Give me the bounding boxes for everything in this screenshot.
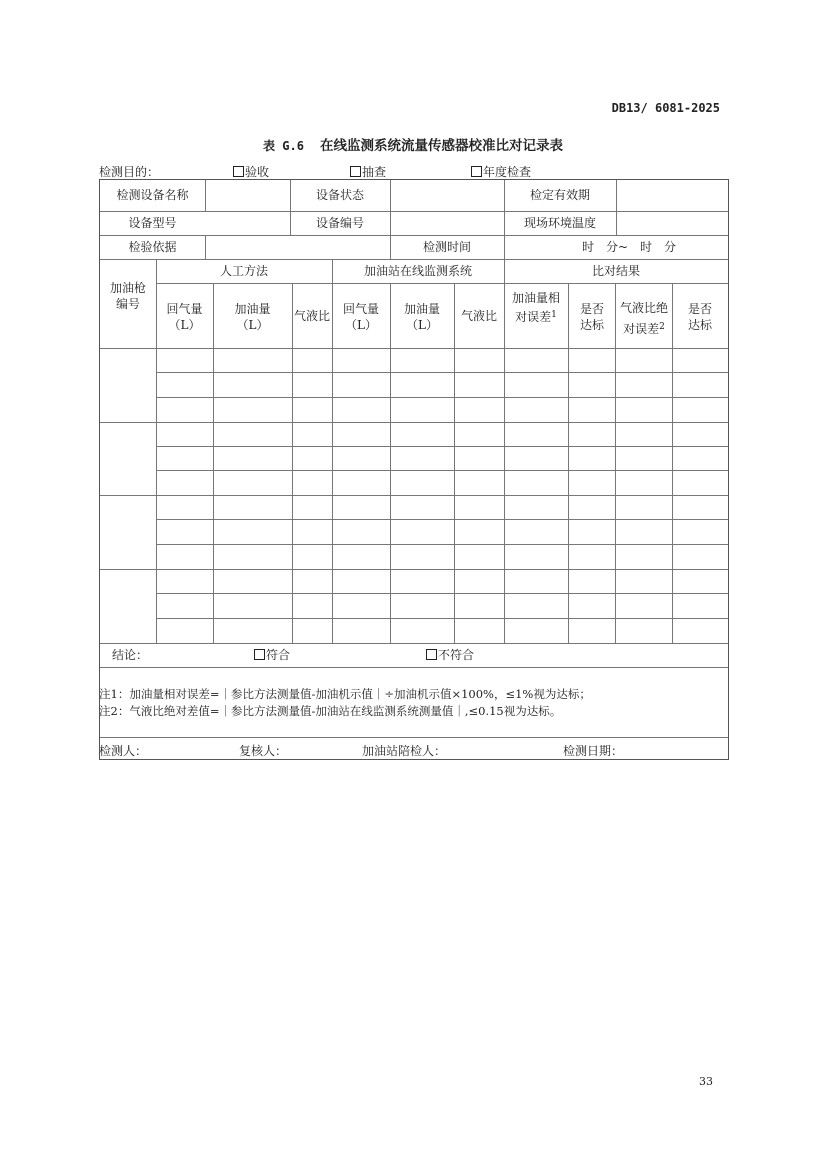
label-device-name: 检测设备名称 (116, 188, 189, 202)
purpose-option-acceptance[interactable]: 验收 (233, 163, 269, 180)
header-online-return-gas: 回气量 （L） (342, 302, 379, 332)
label-device-number: 设备编号 (315, 216, 364, 230)
conclusion-label: 结论： (112, 648, 149, 662)
table-title-text: 在线监测系统流量传感器校准比对记录表 (319, 138, 563, 154)
purpose-label: 检测目的： (99, 165, 160, 179)
checkbox-icon (233, 166, 244, 177)
note-1: 注1：加油量相对误差=｜参比方法测量值-加油机示值｜÷加油机示值×100%，≤1%视为达标； (99, 687, 591, 701)
purpose-row (99, 163, 729, 179)
label-basis: 检验依据 (128, 240, 177, 254)
checkbox-icon (471, 166, 482, 177)
header-manual-method: 人工方法 (219, 264, 268, 278)
header-online-system: 加油站在线监测系统 (363, 264, 472, 278)
header-manual-fuel: 加油量 （L） (234, 302, 271, 332)
checkbox-icon (426, 649, 437, 660)
header-online-fuel: 加油量 （L） (403, 302, 440, 332)
label-test-time: 检测时间 (422, 240, 471, 254)
table-title (0, 134, 826, 154)
signature-station-escort: 加油站陪检人： (362, 744, 447, 758)
header-qualified-1: 是否达标 (579, 302, 604, 332)
signature-reviewer: 复核人： (239, 744, 288, 758)
conclusion-option-conform[interactable]: 符合 (254, 647, 290, 663)
label-valid-period: 检定有效期 (529, 188, 590, 202)
page-number: 33 (699, 1075, 713, 1088)
signature-date: 检测日期： (563, 744, 624, 758)
header-qualified-2: 是否达标 (687, 302, 712, 332)
signature-inspector: 检测人： (99, 744, 148, 758)
header-compare-result: 比对结果 (591, 264, 640, 278)
header-gun-number: 加油枪编号 (109, 281, 146, 311)
header-fuel-rel-error: 加油量相对误差$^1$ (511, 291, 560, 324)
note-2: 注2：气液比绝对差值=｜参比方法测量值-加油站在线监测系统测量值｜,≤0.15视为达标。 (99, 704, 562, 718)
label-device-model: 设备型号 (128, 216, 177, 230)
conclusion-option-nonconform[interactable]: 不符合 (426, 647, 474, 663)
standard-code: DB13/ 6081-2025 (611, 101, 720, 115)
label-env-temp: 现场环境温度 (523, 216, 596, 230)
checkbox-icon (254, 649, 265, 660)
record-table (99, 179, 729, 760)
table-number: 表 G.6 (263, 139, 304, 153)
purpose-option-annual-check[interactable]: 年度检查 (471, 163, 531, 180)
purpose-option-spot-check[interactable]: 抽查 (350, 163, 386, 180)
header-manual-ratio: 气液比 (293, 309, 330, 323)
header-ratio-abs-error: 气液比绝对误差$^2$ (619, 301, 668, 336)
header-manual-return-gas: 回气量 （L） (166, 302, 203, 332)
test-time-value: 时 分~ 时 分 (581, 240, 677, 254)
checkbox-icon (350, 166, 361, 177)
header-online-ratio: 气液比 (460, 309, 497, 323)
label-device-status: 设备状态 (315, 188, 364, 202)
